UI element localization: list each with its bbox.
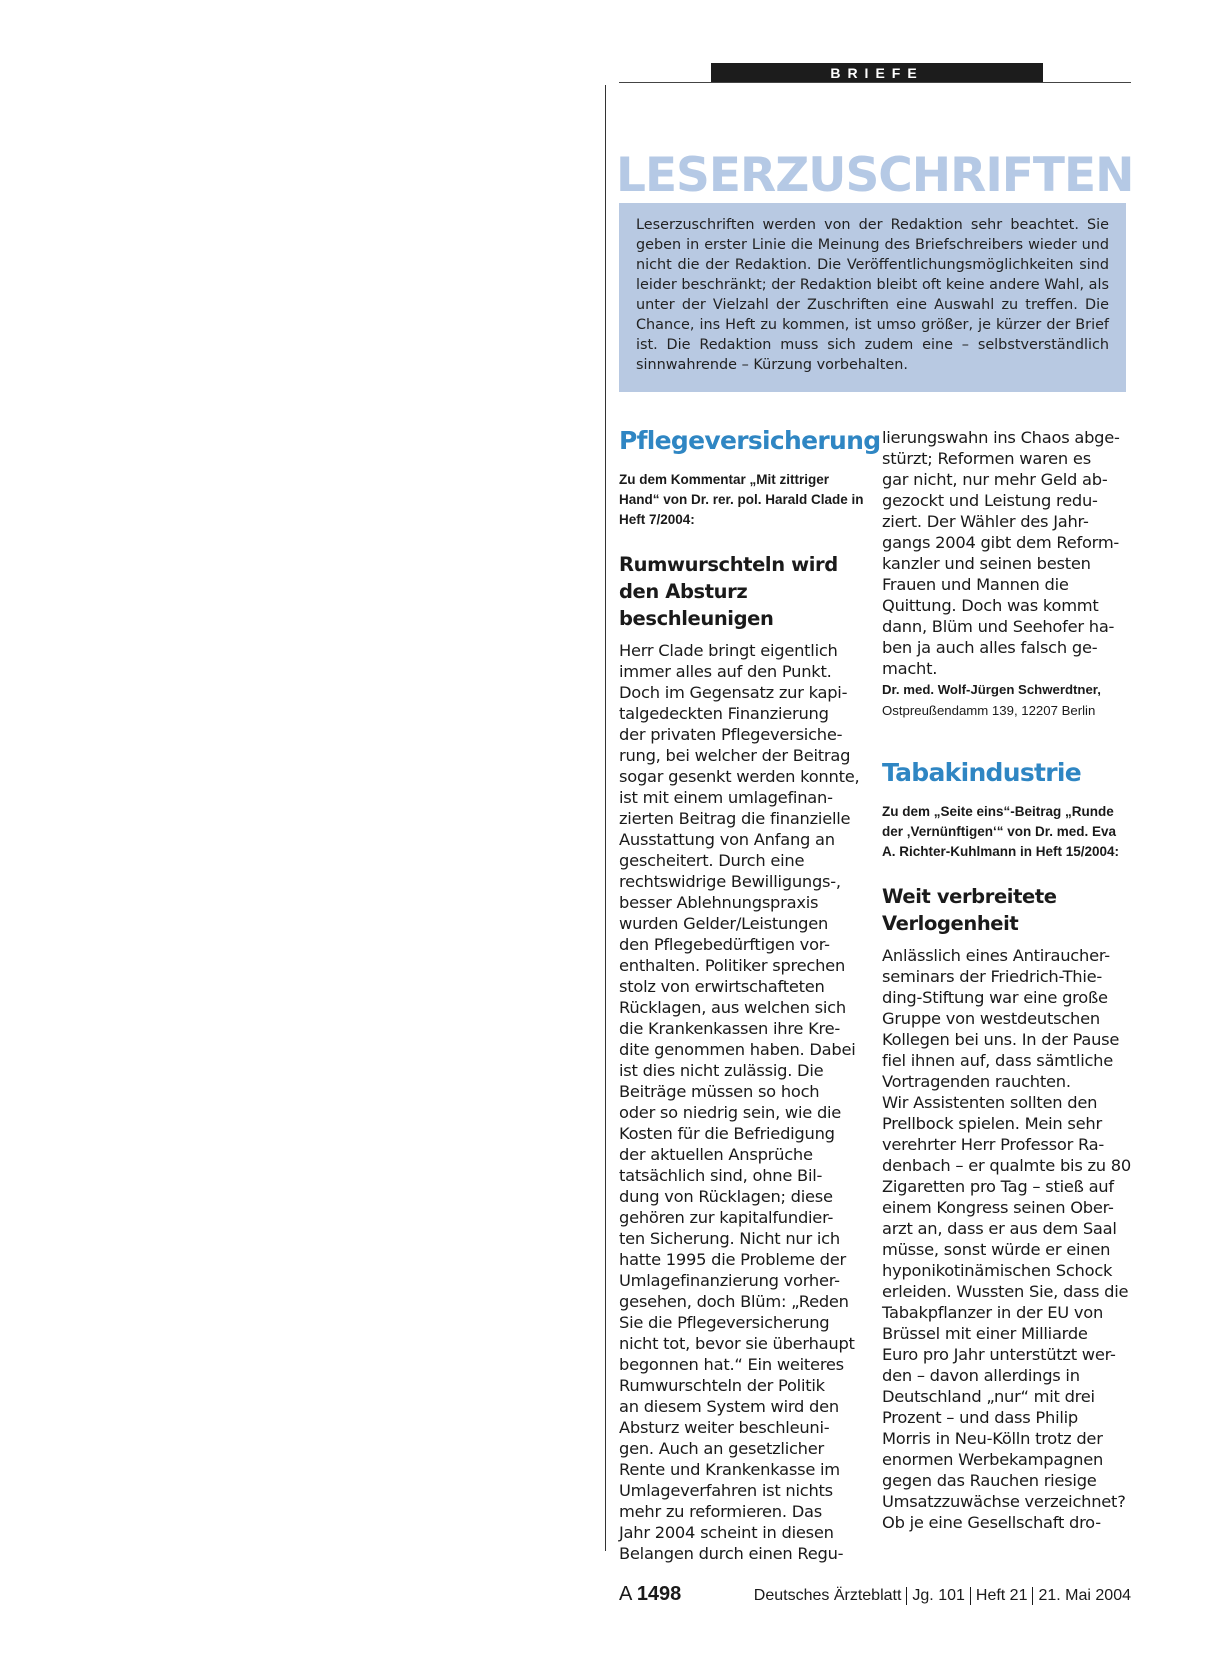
letter-body: Herr Clade bringt eigentlich immer alles auf den Punkt. Doch im Gegensatz zur kapi- talgedeckten Finanzierung der privaten Pflegeversiche- rung, bei welcher der Beitrag sogar gesenkt werden konnte, ist mit einem umlagefinan- zierten Beitrag die finanzielle Ausstattung von Anfang an gescheitert. Durch eine rechtswidrige Bewilligungs-, besser Ablehnungspraxis wurden Gelder/Leistungen den Pflegebedürftigen vor- enthalten. Politiker sprechen stolz von erwirtschafteten Rücklagen, aus welchen sich die Krankenkassen ihre Kre- dite genommen haben. Dabei ist dies nicht zulässig. Die Beiträge müssen so hoch oder so niedrig sein, wie die Kosten für die Befriedigung der aktuellen Ansprüche tatsächlich sind, ohne Bil- dung von Rücklagen; diese gehören zur kapitalfundier- ten Sicherung. Nicht nur ich hatte 1995 die Probleme der Umlagefinanzierung vorher- gesehen, doch Blüm: „Reden Sie die Pflegeversicherung nicht tot, bevor sie überhaupt begonnen hat.“ Ein weiteres Rumwurschteln der Politik an diesem System wird den Absturz weiter beschleuni- gen. Auch an gesetzlicher Rente und Krankenkasse im Umlageverfahren ist nichts mehr zu reformieren. Das Jahr 2004 scheint in diesen Belangen durch einen Regu- [619,640,860,1563]
issue-date: 21. Mai 2004 [1038,1587,1131,1605]
letter-tabakindustrie [882,759,1132,1533]
letter-headline: Weit verbreitete Verlogenheit [882,884,1057,935]
letter-body: Anlässlich eines Antiraucher- seminars der Friedrich-Thie- ding-Stiftung war eine große Gruppe von westdeutschen Kollegen bei uns. In der Pause fiel ihnen auf, dass sämtliche Vortragenden rauchten. Wir Assistenten sollten den Prellbock spielen. Mein sehr verehrter Herr Professor Ra- denbach – er qualmte bis zu 80 Zigaretten pro Tag – stieß auf einem Kongress seinen Ober- arzt an, dass er aus dem Saal müsse, sonst würde er einen hyponikotinämischen Schock erleiden. Wussten Sie, dass die Tabakpflanzer in der EU von Brüssel mit einer Milliarde Euro pro Jahr unterstützt wer- den – davon allerdings in Deutschland „nur“ mit drei Prozent – und dass Philip Morris in Neu-Kölln trotz der enormen Werbekampagnen gegen das Rauchen riesige Umsatzzuwächse verzeichnet? Ob je eine Gesellschaft dro- [882,945,1131,1532]
volume: Jg. 101 [912,1587,965,1605]
page-footer [619,1583,1131,1607]
right-column [882,427,1132,1533]
letter-author: Dr. med. Wolf-Jürgen Schwerdtner, [882,682,1101,697]
letter-headline: Rumwurschteln wird den Absturz beschleunigen [619,552,838,630]
intro-box [619,203,1126,392]
column-divider [605,85,606,1551]
issue: Heft 21 [975,1587,1028,1605]
section-label: BRIEFE [711,63,1043,83]
article-reference: Zu dem Kommentar „Mit zittriger Hand“ von Dr. rer. pol. Harald Clade in Heft 7/2004: [619,471,864,527]
page-title: LESERZUSCHRIFTEN [616,148,1134,203]
intro-text: Leserzuschriften werden von der Redaktion sehr beachtet. Sie geben in erster Linie die Meinung des Briefschreibers wieder und nicht die der Redaktion. Die Veröffentlichungsmöglichkeiten sind leider beschränkt; der Redaktion bleibt oft keine andere Wahl, als unter der Vielzahl der Zuschriften eine Auswahl zu treffen. Die Chance, ins Heft zu kommen, ist umso größer, je kürzer der Brief ist. Die Redaktion muss sich zudem eine – selbstverständlich sinnwahrende – Kürzung vorbehalten. [636,217,1109,373]
journal-info [754,1587,1131,1605]
journal-name: Deutsches Ärzteblatt [753,1587,902,1605]
article-reference: Zu dem „Seite eins“-Beitrag „Runde der ‚Vernünftigen‘“ von Dr. med. Eva A. Richter-Kuhlmann in Heft 15/2004: [882,803,1120,859]
top-divider [619,82,1131,83]
author-address: Ostpreußendamm 139, 12207 Berlin [882,703,1096,718]
letter-body-continued: lierungswahn ins Chaos abge- stürzt; Reformen waren es gar nicht, nur mehr Geld ab- gezockt und Leistung redu- ziert. Der Wähler des Jahr- gangs 2004 gibt dem Reform- kanzler und seinen besten Frauen und Mannen die Quittung. Doch was kommt dann, Blüm und Seehofer ha- ben ja auch alles falsch ge- macht. [882,428,1120,678]
topic-heading: Tabakindustrie [882,758,1082,787]
letter-pflegeversicherung [619,426,881,1564]
page-number: A 1498 [619,1583,682,1605]
topic-heading: Pflegeversicherung [619,426,881,455]
